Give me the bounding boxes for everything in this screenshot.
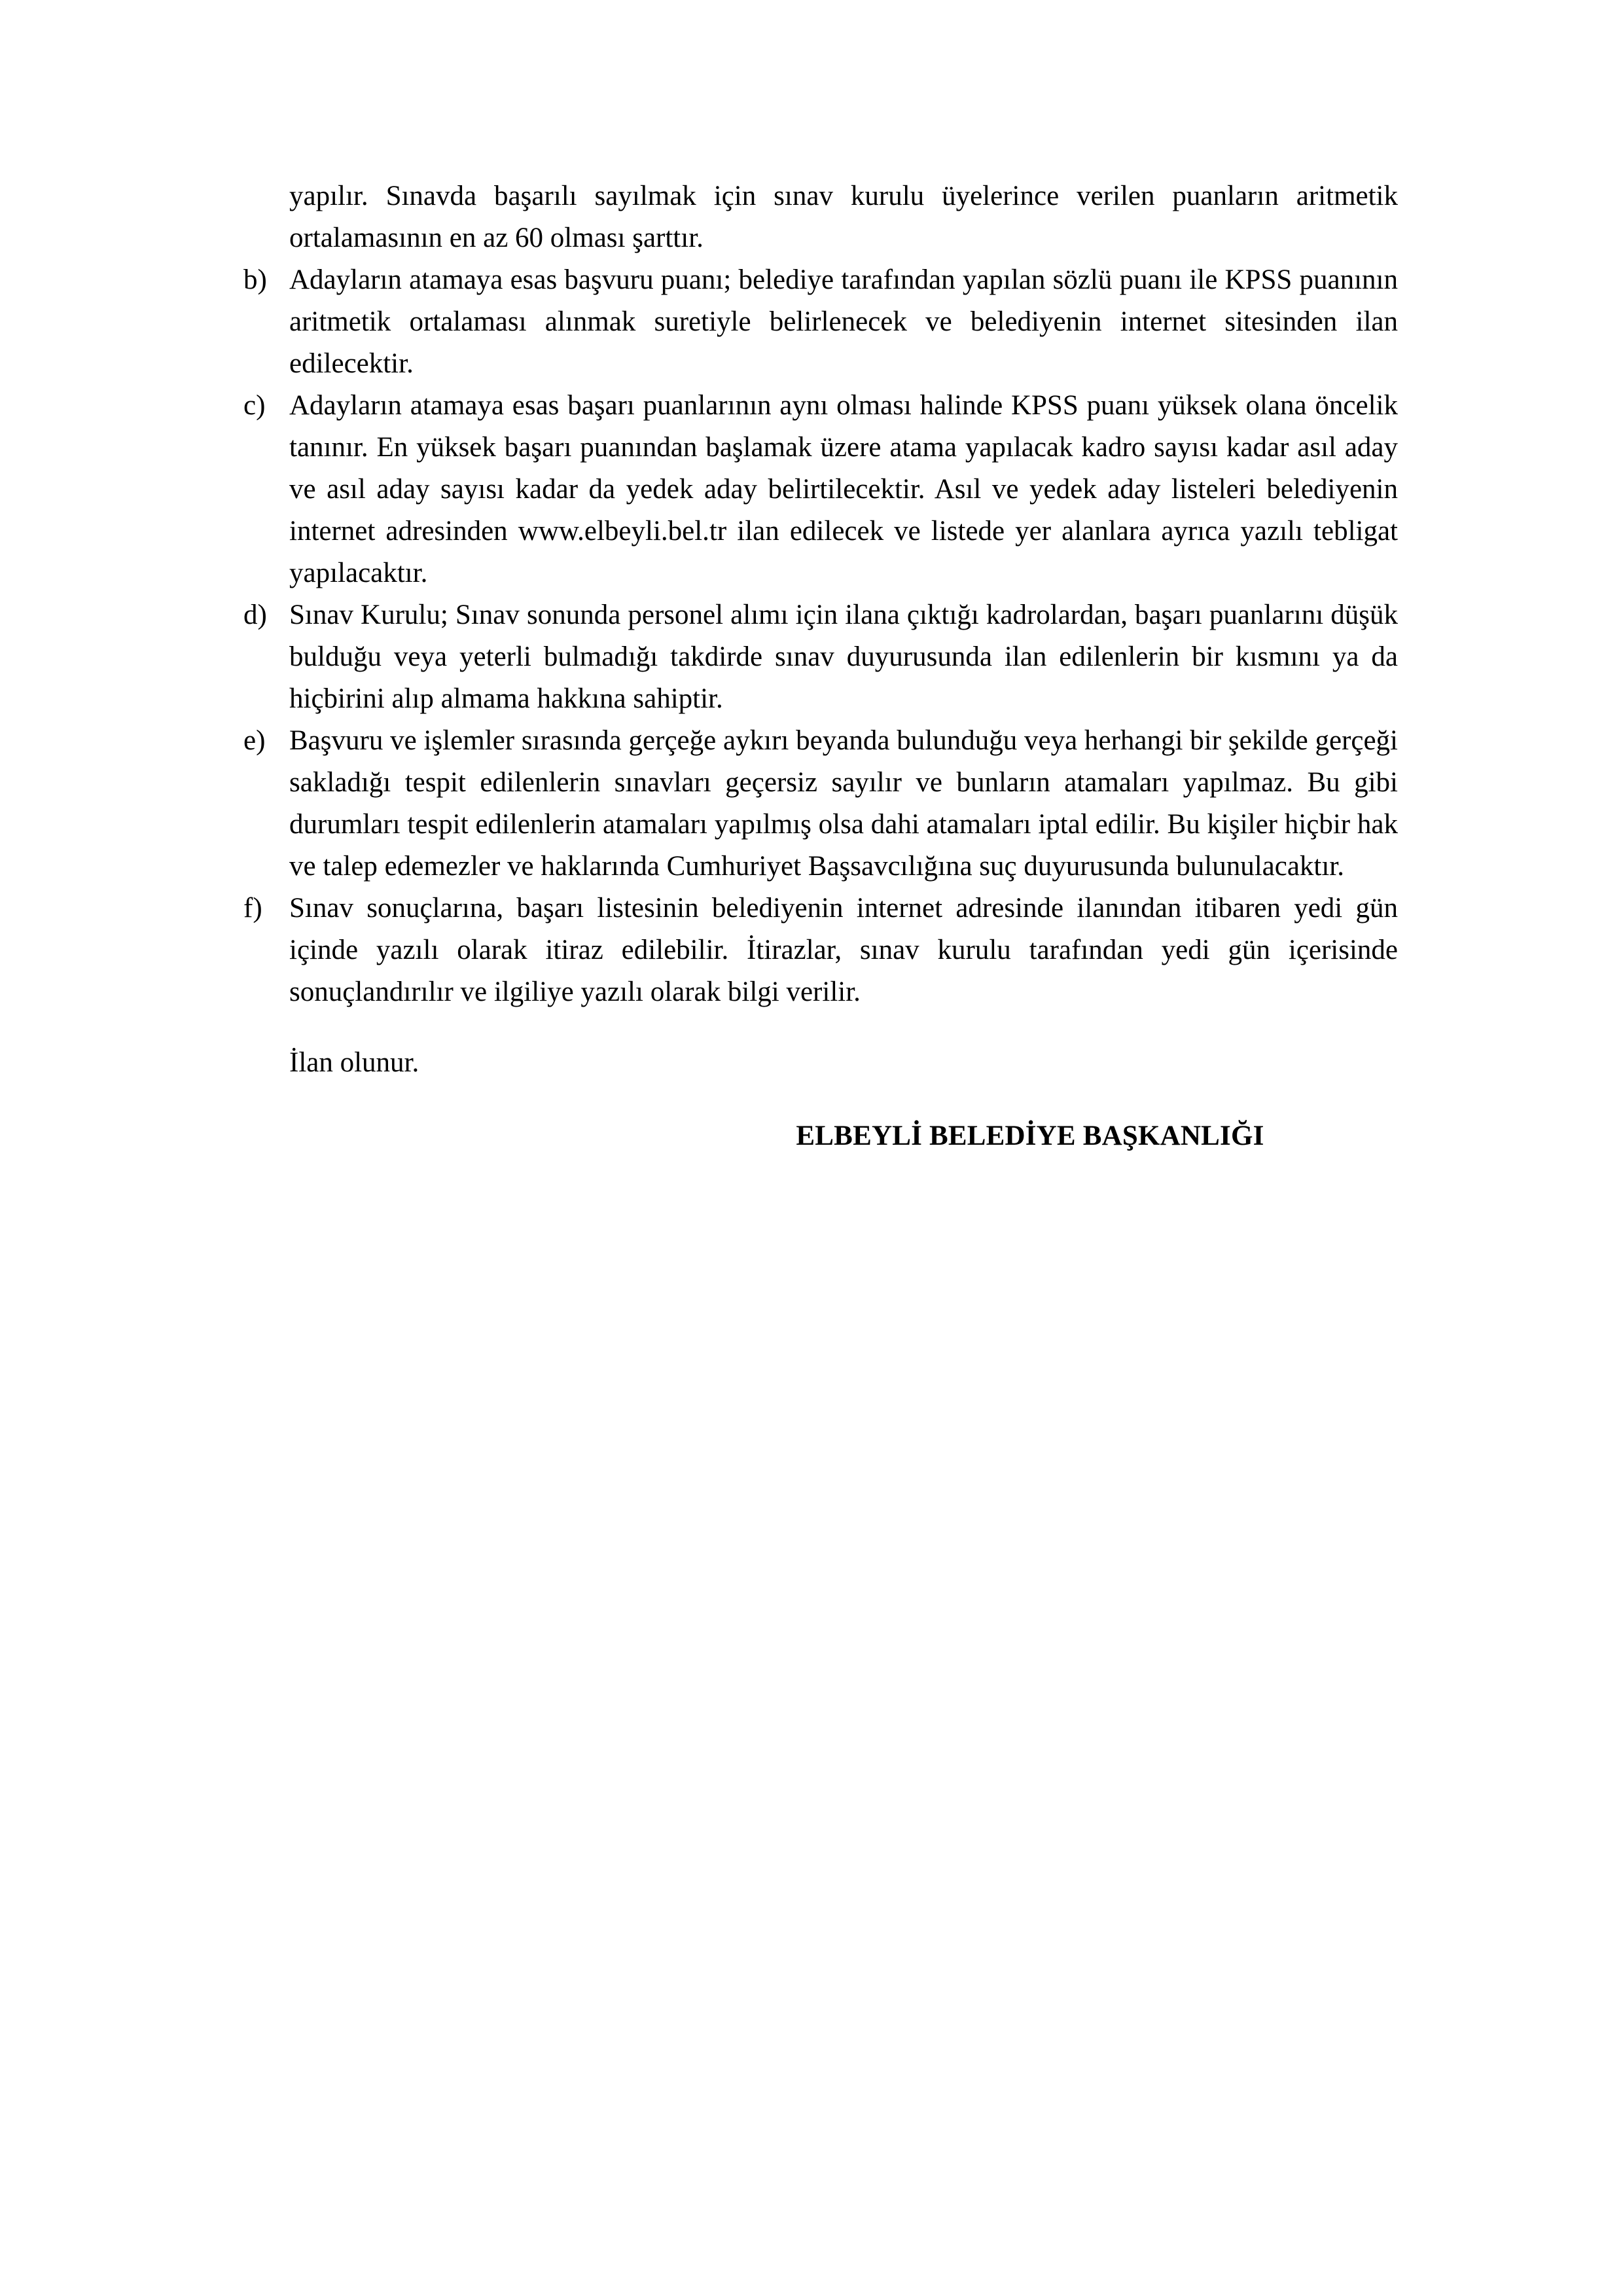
list-item xyxy=(243,594,1398,720)
list-item xyxy=(243,259,1398,385)
closing-line: İlan olunur. xyxy=(289,1047,419,1078)
list-item xyxy=(243,888,1398,1013)
signature-block: ELBEYLİ BELEDİYE BAŞKANLIĞI xyxy=(796,1121,1264,1151)
list-marker: d) xyxy=(243,600,267,630)
list-marker: b) xyxy=(243,264,267,295)
list-marker: e) xyxy=(243,725,266,756)
list-item-text: Adayların atamaya esas başarı puanlarının aynı olması halinde KPSS puanı yüksek olana öncelik tanınır. En yüksek başarı puanından başlamak üzere atama yapılacak kadro sayısı kadar asıl aday ve asıl aday sayısı kadar da yedek aday belirtilecektir. Asıl ve yedek aday listeleri belediyenin internet adresinden www.elbeyli.bel.tr ilan edilecek ve listede yer alanlara ayrıca yazılı tebligat yapılacaktır. xyxy=(289,390,1398,588)
list-item xyxy=(243,385,1398,594)
list-item-text: Sınav sonuçlarına, başarı listesinin belediyenin internet adresinde ilanından itibaren yedi gün içinde yazılı olarak itiraz edilebilir. İtirazlar, sınav kurulu tarafından yedi gün içerisinde sonuçlandırılır ve ilgiliye yazılı olarak bilgi verilir. xyxy=(289,893,1398,1007)
list-item-text: Başvuru ve işlemler sırasında gerçeğe aykırı beyanda bulunduğu veya herhangi bir şekilde gerçeği sakladığı tespit edilenlerin sınavları geçersiz sayılır ve bunların atamaları yapılmaz. Bu gibi durumları tespit edilenlerin atamaları yapılmış olsa dahi atamaları iptal edilir. Bu kişiler hiçbir hak ve talep edemezler ve haklarında Cumhuriyet Başsavcılığına suç duyurusunda bulunulacaktır. xyxy=(289,725,1398,882)
continuation-paragraph: yapılır. Sınavda başarılı sayılmak için sınav kurulu üyelerince verilen puanların aritmetik ortalamasının en az 60 olması şarttır. xyxy=(289,181,1398,253)
list-item-text: Sınav Kurulu; Sınav sonunda personel alımı için ilana çıktığı kadrolardan, başarı puanlarını düşük bulduğu veya yeterli bulmadığı takdirde sınav duyurusunda ilan edilenlerin bir kısmını ya da hiçbirini alıp almama hakkına sahiptir. xyxy=(289,600,1398,714)
document-body xyxy=(243,175,1398,1185)
list-marker: c) xyxy=(243,390,266,421)
list-marker: f) xyxy=(243,893,262,924)
list-item xyxy=(243,720,1398,888)
list-item-text: Adayların atamaya esas başvuru puanı; belediye tarafından yapılan sözlü puanı ile KPSS puanının aritmetik ortalaması alınmak suretiyle belirlenecek ve belediyenin internet sitesinden ilan edilecektir. xyxy=(289,264,1398,379)
